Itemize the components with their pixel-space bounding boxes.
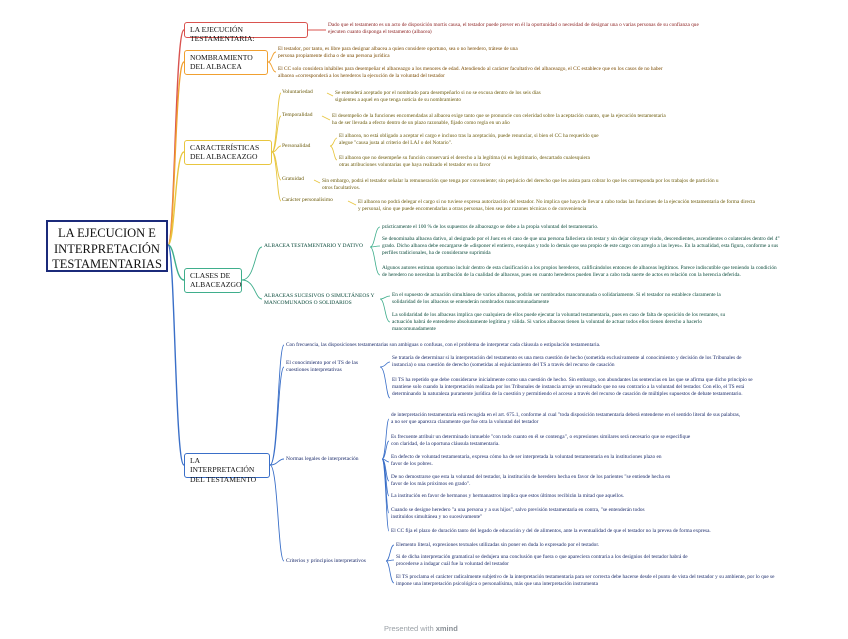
topic-interpretacion-testamento[interactable] bbox=[184, 453, 270, 484]
topic-nombramiento-albacea[interactable] bbox=[184, 50, 268, 75]
label-caracter-personalisimo: Carácter personalísimo bbox=[282, 197, 333, 203]
topic-title-line-1: CARACTERÍSTICAS bbox=[190, 143, 260, 152]
text-nombramiento-2: El CC solo considera inhábiles para desempeñar el albaceazgo a los menores de edad. Atendiendo al carácter facultativo del albaceazgo, el CC establece que en los casos de no haber albacea «corresponderá a los herederos la ejecución de la voluntad del testador bbox=[278, 66, 663, 79]
label-conocimiento-ts: El conocimiento por el TS de las cuestiones interpretativas bbox=[286, 360, 358, 374]
text-clases-2: Se denominaba albacea dativo, al designado por el Juez en el caso de que una persona falleciera sin testar y sin dejar cónyuge viudo, descendientes, ascendientes o colaterales dentro del 4° grado. Dicho albacea debe encargarse de «disponer el entierro, exequias y todo lo demás que sea propio de este cargo con arreglo a las leyes». En la actualidad, esta figura, conforme a sus perfiles tradicionales, ha de considerarse suprimida bbox=[382, 236, 780, 256]
text-temporalidad: El desempeño de la funciones encomendadas al albacea exige tanto que se pronuncie con celeridad sobre la aceptación cuanto, que la ejecución testamentaria ha de ser llevada a efecto dentro de un plazo razonable, fijado como regla en un año bbox=[332, 113, 666, 126]
text-normas-6: Cuando se designe heredero "a una persona y a sus hijos", salvo previsión testamentaria en contra, "se entenderán todos instituidos simultánea y no sucesivamente" bbox=[391, 507, 645, 520]
text-clases-1: prácticamente el 100 % de los supuestos de albaceazgo se debe a la propia voluntad del testamentario. bbox=[382, 224, 599, 230]
footer-prefix: Presented with bbox=[384, 624, 434, 633]
text-conocimiento-2: El TS ha repetido que debe considerarse inicialmente como una cuestión de hecho. Sin embargo, son abundantes las sentencias en las que se afirma que dicho principio se mantiene solo cuando la interpretación realizada por los Tribunales de instancia arroje un resultado que no sea contrario a la voluntad del testador. Con ello, el TS está determinando la naturaleza puramente jurídica de la cuestión y permitiendo el acceso a través del recurso de casación de múltiples supuestos de debate testamentario. bbox=[392, 377, 753, 397]
label-albacea-testamentario-dativo: ALBACEA TESTAMENTARIO Y DATIVO bbox=[264, 243, 363, 249]
text-interpretacion-intro: Con frecuencia, las disposiciones testamentarias son ambiguas o confusas, con el problema de interpretar cada cláusula o estipulación testamentaria. bbox=[286, 342, 601, 348]
label-temporalidad: Temporalidad bbox=[282, 112, 313, 118]
text-clases-3: Algunos autores estiman oportuno incluir dentro de esta clasificación a los propios herederos, calificándolos entonces de albaceas legítimos. Parece indiscutible que teniendo la condición de heredero no necesitan la atribución de la cualidad de albaceas, pues en cuanto herederos pueden llevar a cabo toda suerte de actos en relación con la herencia deferida. bbox=[382, 265, 777, 278]
xmind-logo: xmind bbox=[435, 624, 458, 633]
root-topic[interactable] bbox=[46, 220, 168, 272]
text-clases-5: La solidaridad de los albaceas implica que cualquiera de ellos puede ejecutar la voluntad testamentaria, pues en caso de falta de oposición de los restantes, su actuación habrá de entenderse absolutamente legítima y válida. Si varios albaceas tienen la voluntad de actuar todos ellos tienen derecho a hacerlo mancomunadamente bbox=[392, 312, 726, 332]
text-clases-4: En el supuesto de actuación simultánea de varios albaceas, podrán ser nombrados mancomunada o solidariamente. Si el testador no establece claramente la solidaridad de los albaceas se entenderán nombrados mancomunadamente bbox=[392, 292, 721, 305]
text-nombramiento-1: El testador, por tanto, es libre para designar albacea a quien considere oportuno, sea o no heredero, trátese de una persona propiamente dicha o de una persona jurídica bbox=[278, 46, 518, 59]
topic-title-line-1: CLASES DE bbox=[190, 271, 231, 280]
topic-title-line-2: DEL ALBACEAZGO bbox=[190, 152, 258, 162]
presented-with-xmind bbox=[384, 624, 458, 633]
text-criterios-1: Elemento literal, expresiones textuales utilizadas sin poner en duda lo expresado por el testador. bbox=[396, 542, 600, 548]
text-caracter-personalisimo: El albacea no podrá delegar el cargo si no tuviese expresa autorización del testador. No implica que haya de llevar a cabo todas las funciones de la ejecución testamentaria de forma directa y personal, sino que puede encomendarlas a otras personas, bien sea por razones técnicas o de conveniencia bbox=[358, 199, 755, 212]
text-criterios-3: El TS proclama el carácter radicalmente subjetivo de la interpretación testamentaria para ser correcta debe hacerse desde el punto de vista del testador y su ambiente, por lo que se impone una interpretación psicológica o personalísima, más que una interpretación instrumenta bbox=[396, 574, 775, 587]
topic-caracteristicas[interactable] bbox=[184, 140, 272, 165]
text-criterios-2: Si de dicha interpretación gramatical se dedujera una conclusión que fuera o que apareciera contraria a los designios del testador habrá de procederse a indagar cuál fue la voluntad del testador bbox=[396, 554, 688, 567]
root-line-1: LA EJECUCION E bbox=[58, 226, 156, 240]
text-normas-3: En defecto de voluntad testamentaria, expresa cómo ha de ser interpretada la voluntad testamentaria en la instituciones plazo en favor de los pobres. bbox=[391, 454, 662, 467]
label-criterios-principios: Criterios y principios interpretativos bbox=[286, 558, 366, 564]
text-normas-1: de interpretación testamentaria está recogida en el art. 675.1, conforme al cual "toda disposición testamentaria deberá entenderse en el sentido literal de sus palabras, a no ser que aparezca claramente que fue otra la voluntad del testador bbox=[391, 412, 741, 425]
root-line-3: TESTAMENTARIAS bbox=[52, 257, 162, 272]
label-voluntariedad: Voluntariedad bbox=[282, 89, 313, 95]
topic-clases-albaceazgo[interactable] bbox=[184, 268, 242, 293]
text-conocimiento-1: Se trataría de determinar si la interpretación del testamento es una mera cuestión de hecho (sometida exclusivamente al conocimiento y decisión de los Tribunales de instancia) o una cuestión de derecho (sometidas al enjuiciamiento del TS a través del recurso de casación bbox=[392, 355, 742, 368]
text-legitima: El albacea que no desempeñe su función conservará el derecho a la legítima (si es legitimario, descartado cualesquiera otras atribuciones voluntarias que haya realizado el testador en su favor bbox=[339, 155, 590, 168]
root-line-2: INTERPRETACIÓN bbox=[54, 241, 160, 256]
topic-title-line-2: DEL TESTAMENTO bbox=[190, 474, 257, 484]
text-normas-5: La institución en favor de hermanos y hermanastros implica que estos últimos recibirán la mitad que aquellos. bbox=[391, 493, 625, 499]
label-normas-legales: Normas legales de interpretación bbox=[286, 456, 359, 462]
topic-title-line-2: ALBACEAZGO bbox=[190, 280, 242, 290]
topic-ejecucion-testamentaria[interactable] bbox=[184, 22, 308, 44]
label-gratuidad: Gratuidad bbox=[282, 176, 304, 182]
label-albaceas-sucesivos: ALBACEAS SUCESIVOS O SIMULTÁNEOS Y MANCOMUNADOS O SOLIDARIOS bbox=[264, 293, 375, 307]
topic-title-line-1: LA INTERPRETACIÓN bbox=[190, 456, 255, 475]
text-normas-2: Es frecuente atribuir un determinado inmueble "con todo cuanto en él se contenga", o expresiones similares será necesario que se especifique con claridad, de la oportuna cláusula testamentaria. bbox=[391, 434, 691, 447]
text-normas-4: De no demostrarse que esta la voluntad del testador, la institución de heredero hecha en favor de los parientes "se entiende hecha en favor de los más próximos en grado". bbox=[391, 474, 671, 487]
label-personalidad: Personalidad bbox=[282, 143, 311, 149]
text-voluntariedad: Se entenderá aceptado por el nombrado para desempeñarlo si no se excusa dentro de los seis días siguientes a aquel en que tenga noticia de su nombramiento bbox=[335, 90, 541, 103]
text-gratuidad: Sin embargo, podrá el testador señalar la remuneración que tenga por conveniente; sin perjuicio del derecho que les asista para cobrar lo que les corresponda por los trabajos de partición u otros facultativos. bbox=[322, 178, 719, 191]
topic-title-line-1: NOMBRAMIENTO bbox=[190, 53, 253, 62]
topic-title-line-2: DEL ALBACEA bbox=[190, 62, 242, 72]
text-normas-7: El CC fija el plazo de duración tanto del legado de educación y del de alimentos, ante la eventualidad de que el testador no la prevea de forma expresa. bbox=[391, 528, 711, 534]
text-ejecucion: Dado que el testamento es un acto de disposición mortis causa, el testador puede prever en él la oportunidad o necesidad de designar una o varias personas de su confianza que ejecuten cuanto disponga el testamento (albacea) bbox=[328, 22, 699, 35]
text-personalidad: El albacea, no está obligado a aceptar el cargo e incluso tras la aceptación, puede renunciar, si bien el CC ha requerido que alegue "causa justa al criterio del LAJ o del Notario". bbox=[339, 133, 599, 146]
topic-title: LA EJECUCIÓN TESTAMENTARIA: bbox=[190, 25, 255, 44]
